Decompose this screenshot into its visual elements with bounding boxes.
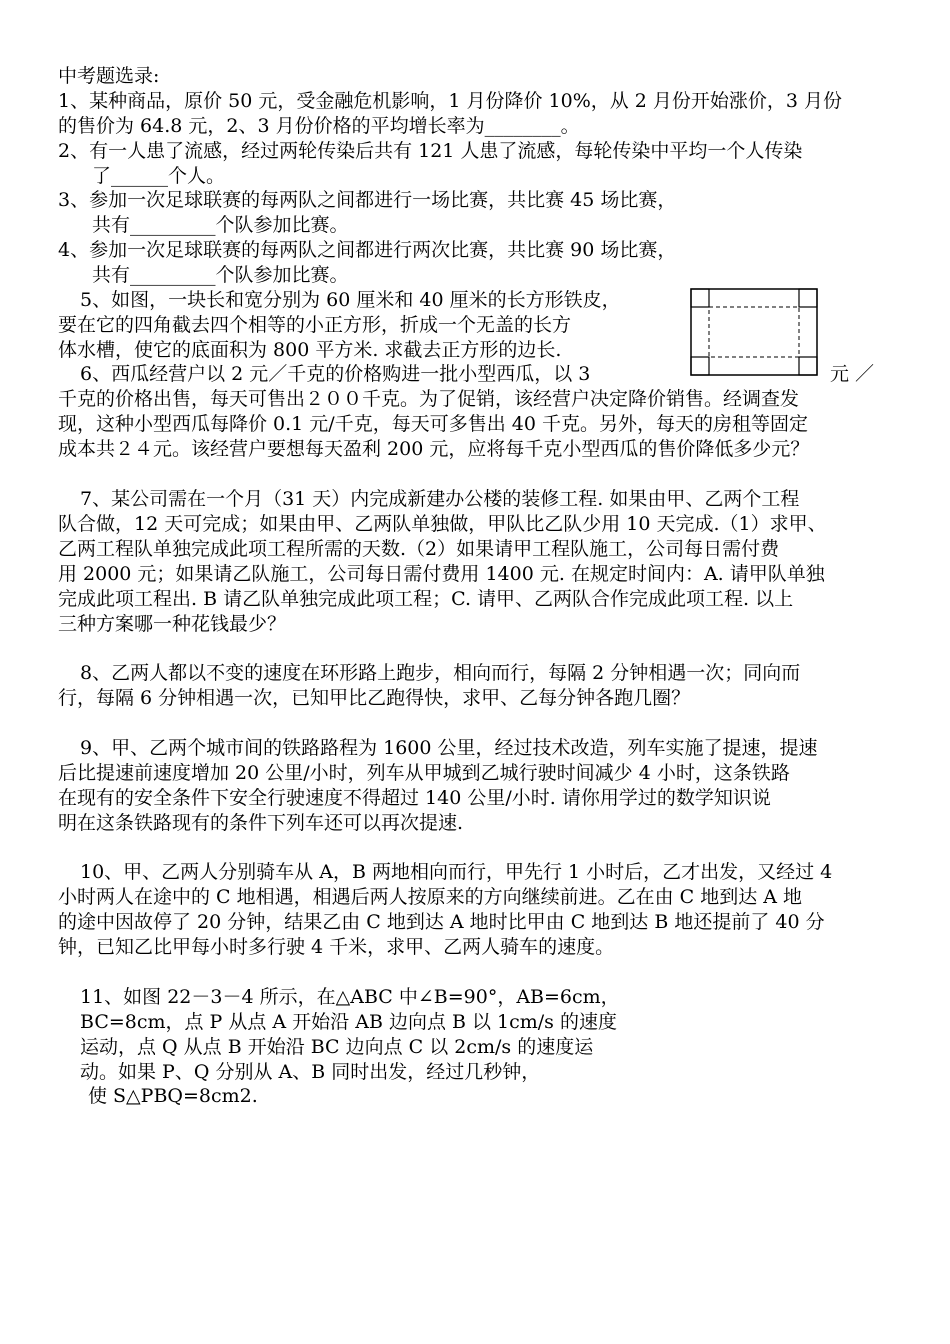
q7-line6: 三种方案哪一种花钱最少？ bbox=[58, 613, 287, 635]
q3-line2: 共有_________个队参加比赛。 bbox=[92, 214, 349, 236]
q9-line4: 明在这条铁路现有的条件下列车还可以再次提速. bbox=[58, 812, 464, 834]
q7-line4: 用 2000 元；如果请乙队施工，公司每日需付费用 1400 元. 在规定时间内：A. 请甲队单独 bbox=[58, 563, 825, 585]
q6-line1-tail: 元 ／ bbox=[830, 363, 875, 385]
section-header: 中考题选录: bbox=[58, 65, 160, 87]
q9-line1: 9、甲、乙两个城市间的铁路路程为 1600 公里，经过技术改造，列车实施了提速，提速 bbox=[80, 737, 818, 759]
q8-line1: 8、乙两人都以不变的速度在环形路上跑步，相向而行，每隔 2 分钟相遇一次；同向而 bbox=[80, 662, 801, 684]
q4-line2: 共有_________个队参加比赛。 bbox=[92, 264, 349, 286]
q9-line2: 后比提速前速度增加 20 公里/小时，列车从甲城到乙城行驶时间减少 4 小时，这条铁路 bbox=[58, 762, 790, 784]
q6-line4: 成本共２４元。该经营户要想每天盈利 200 元，应将每千克小型西瓜的售价降低多少元？ bbox=[58, 438, 810, 460]
q7-line1: 7、某公司需在一个月（31 天）内完成新建办公楼的装修工程. 如果由甲、乙两个工程 bbox=[80, 488, 800, 510]
q11-line4: 动。如果 P、Q 分别从 A、B 同时出发，经过几秒钟， bbox=[80, 1061, 541, 1083]
q11-line2: BC=8cm，点 P 从点 A 开始沿 AB 边向点 B 以 1cm/s 的速度 bbox=[80, 1011, 617, 1033]
q6-line2: 千克的价格出售，每天可售出２００千克。为了促销，该经营户决定降价销售。经调查发 bbox=[58, 388, 800, 410]
q5-line1: 5、如图，一块长和宽分别为 60 厘米和 40 厘米的长方形铁皮， bbox=[80, 289, 621, 311]
q6-line3: 现，这种小型西瓜每降价 0.1 元/千克，每天可多售出 40 千克。另外，每天的房租等固定 bbox=[58, 413, 808, 435]
q11-line3: 运动，点 Q 从点 B 开始沿 BC 边向点 C 以 2cm/s 的速度运 bbox=[80, 1036, 594, 1058]
q10-line1: 10、甲、乙两人分别骑车从 A，B 两地相向而行，甲先行 1 小时后，乙才出发，又经过 4 bbox=[80, 861, 833, 883]
q5-line2: 要在它的四角截去四个相等的小正方形，折成一个无盖的长方 bbox=[58, 314, 572, 336]
q7-line3: 乙两工程队单独完成此项工程所需的天数.（2）如果请甲工程队施工，公司每日需付费 bbox=[58, 538, 780, 560]
q7-line5: 完成此项工程出. B 请乙队单独完成此项工程；C. 请甲、乙两队合作完成此项工程. 以上 bbox=[58, 588, 794, 610]
q4-line1: 4、参加一次足球联赛的每两队之间都进行两次比赛，共比赛 90 场比赛， bbox=[58, 239, 677, 261]
q1-line1: 1、某种商品，原价 50 元，受金融危机影响，1 月份降价 10%，从 2 月份开始涨价，3 月份 bbox=[58, 90, 843, 112]
q3-line1: 3、参加一次足球联赛的每两队之间都进行一场比赛，共比赛 45 场比赛， bbox=[58, 189, 677, 211]
q7-line2: 队合做，12 天可完成；如果由甲、乙两队单独做，甲队比乙队少用 10 天完成.（1）求甲、 bbox=[58, 513, 827, 535]
q1-line2: 的售价为 64.8 元，2、3 月份价格的平均增长率为________。 bbox=[58, 115, 580, 137]
q8-line2: 行，每隔 6 分钟相遇一次，已知甲比乙跑得快，求甲、乙每分钟各跑几圈？ bbox=[58, 687, 691, 709]
q2-line2: 了______个人。 bbox=[92, 165, 226, 187]
sheet-diagram bbox=[690, 288, 818, 376]
q5-line3: 体水槽，使它的底面积为 800 平方米. 求截去正方形的边长. bbox=[58, 339, 562, 361]
q10-line2: 小时两人在途中的 C 地相遇，相遇后两人按原来的方向继续前进。乙在由 C 地到达 A 地 bbox=[58, 886, 803, 908]
q9-line3: 在现有的安全条件下安全行驶速度不得超过 140 公里/小时. 请你用学过的数学知识说 bbox=[58, 787, 771, 809]
q11-line1: 11、如图 22－3－4 所示，在△ABC 中∠B=90°，AB=6cm， bbox=[80, 986, 620, 1008]
q6-line1: 6、西瓜经营户以 2 元／千克的价格购进一批小型西瓜，以 3 bbox=[80, 363, 591, 385]
q11-line5: 使 S△PBQ=8cm2. bbox=[88, 1085, 258, 1107]
q2-line1: 2、有一人患了流感，经过两轮传染后共有 121 人患了流感，每轮传染中平均一个人传染 bbox=[58, 140, 803, 162]
q10-line3: 的途中因故停了 20 分钟，结果乙由 C 地到达 A 地时比甲由 C 地到达 B 地还提前了 40 分 bbox=[58, 911, 825, 933]
q10-line4: 钟，已知乙比甲每小时多行驶 4 千米，求甲、乙两人骑车的速度。 bbox=[58, 936, 615, 958]
